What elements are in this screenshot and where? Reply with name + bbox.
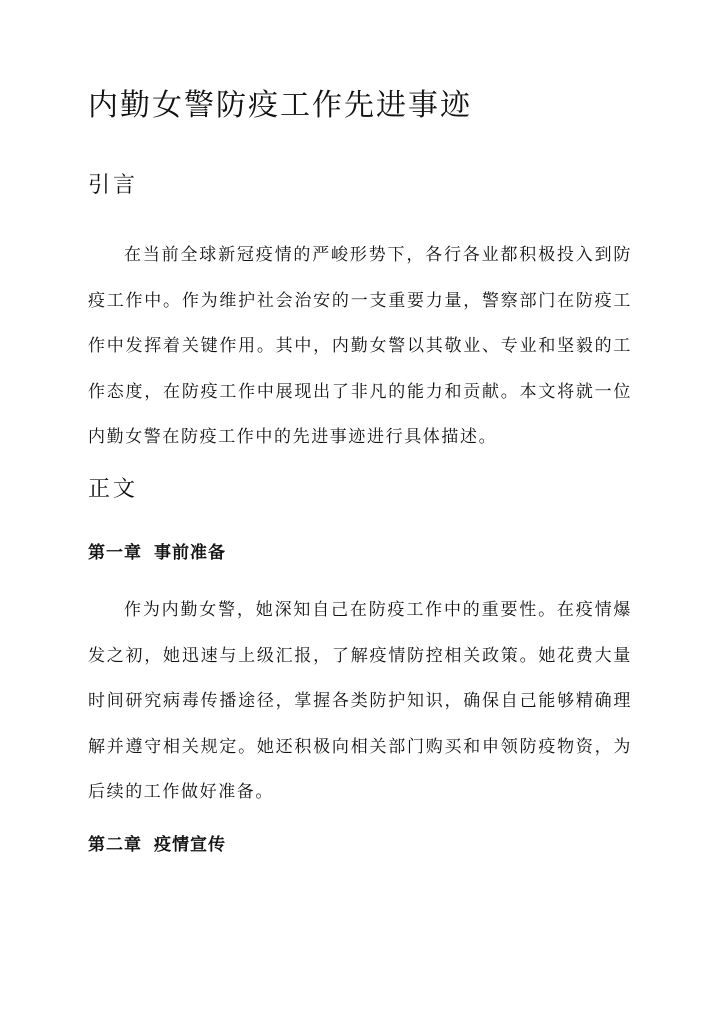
chapter-1-number: 第一章: [88, 543, 142, 563]
chapter-1-heading: [88, 540, 226, 566]
chapter-2-title: 疫情宣传: [154, 835, 226, 855]
chapter-1-paragraph: 作为内勤女警，她深知自己在防疫工作中的重要性。在疫情爆发之初，她迅速与上级汇报，了解疫情防控相关政策。她花费大量时间研究病毒传播途径，掌握各类防护知识，确保自己能够精确理解并遵守相关规定。她还积极向相关部门购买和申领防疫物资，为后续的工作做好准备。: [88, 600, 632, 802]
intro-heading: 引言: [88, 173, 139, 198]
chapter-2-heading: [88, 832, 226, 858]
chapter-1-title: 事前准备: [154, 543, 226, 563]
body-heading: 正文: [88, 477, 139, 502]
document-title: 内勤女警防疫工作先进事迹: [88, 88, 472, 123]
intro-paragraph: 在当前全球新冠疫情的严峻形势下，各行各业都积极投入到防疫工作中。作为维护社会治安的一支重要力量，警察部门在防疫工作中发挥着关键作用。其中，内勤女警以其敬业、专业和坚毅的工作态度，在防疫工作中展现出了非凡的能力和贡献。本文将就一位内勤女警在防疫工作中的先进事迹进行具体描述。: [88, 245, 632, 447]
chapter-2-number: 第二章: [88, 835, 142, 855]
